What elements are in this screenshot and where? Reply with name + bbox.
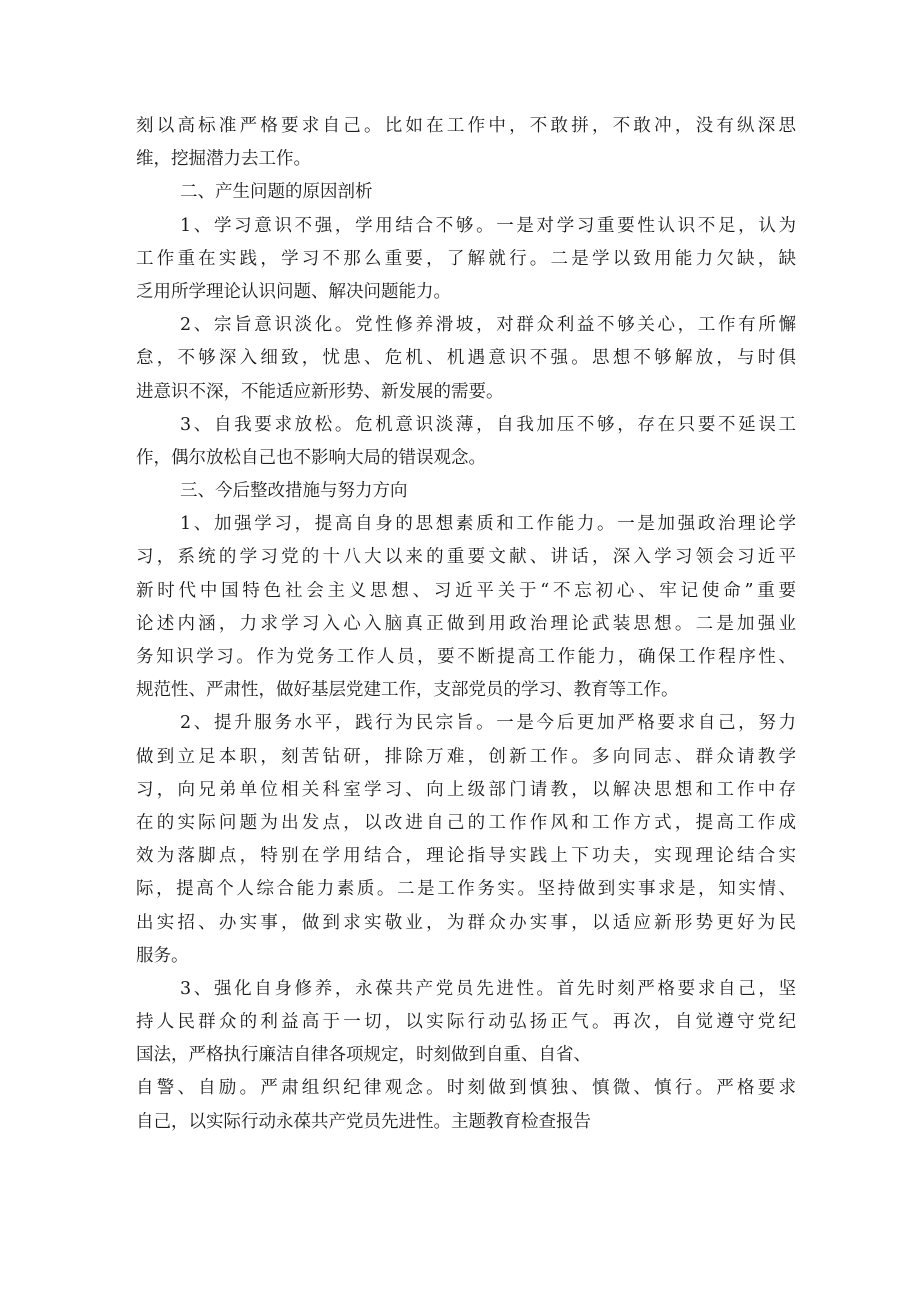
text-line: 际，提高个人综合能力素质。二是工作务实。坚持做到实事求是，知实情、 [136,879,796,900]
section-heading: 二、产生问题的原因剖析 [180,182,373,203]
text-line: 进意识不深，不能适应新形势、新发展的需要。 [136,381,504,402]
section-heading: 三、今后整改措施与努力方向 [180,481,408,502]
text-line: 乏用所学理论认识问题、解决问题能力。 [136,281,451,302]
text-line: 论述内涵，力求学习入心入脑真正做到用政治理论武装思想。二是加强业 [136,613,796,634]
text-line: 习，系统的学习党的十八大以来的重要文献、讲话，深入学习领会习近平 [136,547,796,568]
text-line: 1、加强学习，提高自身的思想素质和工作能力。一是加强政治理论学 [180,514,796,535]
text-line: 3、自我要求放松。危机意识淡薄，自我加压不够，存在只要不延误工 [180,414,796,435]
text-line: 作，偶尔放松自己也不影响大局的错误观念。 [136,447,486,468]
text-line: 持人民群众的利益高于一切，以实际行动弘扬正气。再次，自觉遵守党纪 [136,1012,796,1033]
text-line: 维，挖掘潜力去工作。 [136,149,311,170]
text-line: 务知识学习。作为党务工作人员，要不断提高工作能力，确保工作程序性、 [136,647,796,667]
text-line: 1、学习意识不强，学用结合不够。一是对学习重要性认识不足，认为 [180,215,796,236]
text-line: 2、宗旨意识淡化。党性修养滑坡，对群众利益不够关心，工作有所懈 [180,315,796,336]
text-line: 3、强化自身修养，永葆共产党员先进性。首先时刻严格要求自己，坚 [180,978,796,999]
text-line: 国法，严格执行廉洁自律各项规定，时刻做到自重、自省、 [136,1045,591,1066]
text-line: 规范性、严肃性，做好基层党建工作，支部党员的学习、教育等工作。 [136,680,679,701]
text-line: 习，向兄弟单位相关科室学习、向上级部门请教，以解决思想和工作中存 [136,779,796,800]
text-line: 刻以高标准严格要求自己。比如在工作中，不敢拼，不敢冲，没有纵深思 [136,116,796,136]
text-line: 效为落脚点，特别在学用结合，理论指导实践上下功夫，实现理论结合实 [136,846,796,867]
text-line: 做到立足本职，刻苦钻研，排除万难，创新工作。多向同志、群众请教学 [136,746,796,767]
text-line: 工作重在实践，学习不那么重要，了解就行。二是学以致用能力欠缺，缺 [136,248,796,269]
text-line: 在的实际问题为出发点，以改进自己的工作作风和工作方式，提高工作成 [136,812,796,833]
text-line: 服务。 [136,945,189,966]
document-page [136,110,796,1139]
text-line: 2、提升服务水平，践行为民宗旨。一是今后更加严格要求自己，努力 [180,713,796,734]
text-line: 出实招、办实事，做到求实敬业，为群众办实事，以适应新形势更好为民 [136,912,796,933]
text-line: 自警、自励。严肃组织纪律观念。时刻做到慎独、慎微、慎行。严格要求 [136,1078,796,1099]
text-line: 怠，不够深入细致，忧患、危机、机遇意识不强。思想不够解放，与时俱 [136,348,796,369]
text-line: 新时代中国特色社会主义思想、习近平关于“不忘初心、牢记使命”重要 [136,580,796,601]
text-line: 自己，以实际行动永葆共产党员先进性。主题教育检查报告 [136,1111,591,1132]
